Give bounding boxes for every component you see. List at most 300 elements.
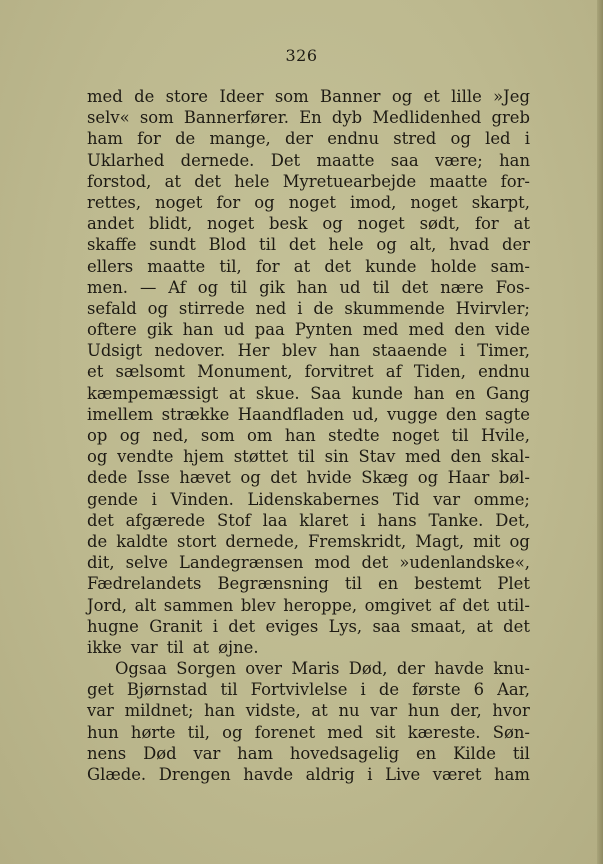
word: Tanke.: [428, 510, 484, 530]
word: til: [372, 277, 390, 297]
word: Skæg: [361, 468, 409, 488]
word: sin: [324, 447, 349, 467]
word: led: [485, 129, 511, 149]
word: til: [512, 743, 530, 763]
text-line: [87, 510, 530, 531]
word: Død: [143, 743, 177, 763]
word: vide: [495, 320, 530, 340]
word: skal-: [491, 447, 530, 467]
text-line: [87, 361, 530, 382]
word: util-: [496, 595, 530, 615]
word: stort: [177, 531, 217, 551]
word: Granit: [149, 616, 203, 636]
word: i: [367, 765, 373, 784]
word: mit: [473, 531, 501, 551]
word: Det: [270, 150, 301, 170]
word: Live: [385, 765, 421, 784]
text-line: [87, 764, 530, 785]
word: Ogsaa: [115, 659, 167, 679]
word: kæmpemæssigt: [87, 383, 219, 403]
text-line: [87, 446, 530, 467]
word: det: [228, 616, 256, 636]
text-line: [87, 107, 530, 128]
word: stirrede: [178, 298, 245, 318]
word: nens: [87, 743, 127, 763]
word: Aar,: [497, 680, 530, 700]
word: noget: [155, 192, 203, 212]
word: skue.: [255, 383, 300, 403]
word: maatte: [147, 256, 206, 276]
word: og: [509, 531, 530, 551]
word: Blod: [208, 235, 247, 255]
word: En: [299, 108, 322, 128]
word: Af: [168, 277, 186, 297]
word: til: [259, 235, 277, 255]
text-line: [87, 467, 530, 488]
word: hovedsagelig: [289, 743, 400, 763]
word: paa: [254, 320, 285, 340]
word: der: [501, 235, 530, 255]
word: var: [370, 701, 398, 721]
word: sundt: [149, 235, 196, 255]
word: at: [293, 256, 311, 276]
word: bøl-: [498, 468, 530, 488]
word: hørte: [130, 722, 176, 742]
word: stred: [393, 129, 437, 149]
word: alt: [134, 595, 157, 615]
word: et: [87, 362, 104, 382]
word: staaende: [372, 341, 448, 361]
word: nu: [338, 701, 360, 721]
word: dit,: [87, 553, 115, 573]
text-line: [87, 743, 530, 764]
word: Isse: [136, 468, 170, 488]
word: han: [499, 150, 530, 170]
word: støttet: [233, 447, 289, 467]
word: saa: [390, 150, 419, 170]
word: kunde: [351, 383, 403, 403]
word: var: [87, 701, 114, 721]
word: der: [396, 659, 425, 679]
word: forenet: [254, 722, 316, 742]
word: noget: [288, 192, 336, 212]
word: Død,: [348, 659, 388, 679]
word: gende: [87, 489, 138, 509]
word: besk: [269, 214, 308, 234]
word: greb: [491, 108, 530, 128]
word: 6: [473, 680, 485, 700]
word: og: [450, 129, 471, 149]
word: været: [432, 765, 482, 784]
word: han: [296, 277, 328, 297]
word: Fos-: [495, 277, 530, 297]
word: imellem: [87, 404, 154, 424]
word: Det,: [495, 510, 530, 530]
text-line: [87, 256, 530, 277]
word: hvide: [306, 468, 352, 488]
word: ned: [255, 298, 287, 318]
text-line: [87, 722, 530, 743]
word: og: [391, 87, 413, 106]
word: var: [193, 743, 221, 763]
word: Plet: [497, 574, 530, 594]
word: til: [451, 426, 469, 445]
word: noget: [410, 192, 458, 212]
word: kaldte: [116, 531, 168, 551]
word: han: [328, 341, 360, 361]
word: Maris: [291, 659, 340, 679]
word: var: [433, 489, 461, 509]
word: de: [134, 87, 155, 106]
word: og: [119, 426, 141, 445]
word: —: [139, 277, 157, 297]
body-text: [87, 86, 530, 785]
text-line: [87, 489, 530, 510]
word: endnu: [478, 362, 530, 382]
word: sælsomt: [115, 362, 185, 382]
text-line: [87, 319, 530, 340]
word: og: [87, 447, 108, 467]
word: Timer,: [477, 341, 530, 361]
word: for-: [500, 171, 530, 191]
word: aldrig: [305, 765, 355, 784]
word: som: [274, 87, 309, 106]
word: det: [270, 468, 297, 488]
word: Lys,: [328, 616, 363, 636]
word: at: [476, 616, 493, 636]
word: strække: [161, 404, 230, 424]
word: var: [130, 637, 158, 657]
word: at: [311, 701, 328, 721]
word: i: [360, 680, 366, 700]
word: med: [327, 722, 364, 742]
word: heroppe,: [283, 595, 358, 615]
word: andet: [87, 214, 135, 234]
page-number: 326: [285, 46, 318, 65]
word: forvitret: [304, 362, 374, 382]
word: vidste,: [245, 701, 301, 721]
text-line: [87, 679, 530, 700]
word: alt,: [409, 235, 437, 255]
word: ham: [237, 743, 274, 763]
word: i: [151, 489, 157, 509]
word: oftere: [87, 320, 137, 340]
word: Udsigt: [87, 341, 143, 361]
word: Fædrelandets: [87, 574, 202, 594]
text-line: [87, 700, 530, 721]
word: de: [313, 298, 334, 318]
word: med: [362, 320, 399, 340]
word: Kilde: [453, 743, 496, 763]
word: noget: [391, 426, 440, 445]
word: imod,: [349, 192, 397, 212]
word: at: [192, 637, 210, 657]
word: hjem: [183, 447, 224, 467]
word: »Jeg: [493, 87, 530, 106]
text-line: [87, 531, 530, 552]
word: Tid: [392, 489, 420, 509]
word: det: [401, 277, 429, 297]
text-line: [87, 637, 530, 658]
text-line: [87, 150, 530, 171]
word: i: [360, 510, 366, 530]
word: Bjørnstad: [126, 680, 208, 700]
word: lille: [451, 87, 482, 106]
word: det: [324, 256, 352, 276]
word: sagte: [484, 404, 530, 424]
text-line: [87, 595, 530, 616]
word: vugge: [387, 404, 438, 424]
word: til: [220, 680, 238, 700]
word: Medlidenhed: [372, 108, 482, 128]
word: i: [524, 129, 530, 149]
word: hans: [377, 510, 417, 530]
word: blev: [240, 595, 276, 615]
word: dernede,: [225, 531, 300, 551]
word: mange,: [209, 129, 271, 149]
word: dyb: [331, 108, 363, 128]
word: og: [197, 277, 219, 297]
word: den: [454, 320, 486, 340]
word: Fortvivlelse: [250, 680, 348, 700]
word: for: [216, 192, 241, 212]
word: der: [284, 129, 313, 149]
word: sefald: [87, 298, 137, 318]
word: rettes,: [87, 192, 142, 212]
word: gik: [146, 320, 173, 340]
word: omme;: [473, 489, 530, 509]
word: der,: [450, 701, 482, 721]
text-line: [87, 616, 530, 637]
word: sam-: [490, 256, 530, 276]
word: ikke: [87, 637, 122, 657]
word: Landegrænsen: [179, 553, 304, 573]
text-line: [87, 171, 530, 192]
word: med: [408, 320, 445, 340]
word: til: [297, 447, 315, 467]
text-line: [87, 573, 530, 594]
word: en: [455, 383, 476, 403]
word: Haar: [447, 468, 490, 488]
word: en: [377, 574, 399, 594]
word: hele: [328, 235, 364, 255]
word: havde: [243, 765, 294, 784]
word: kæreste.: [407, 722, 481, 742]
word: maatte: [429, 171, 488, 191]
word: hvad: [449, 235, 490, 255]
word: et: [423, 87, 440, 106]
word: for: [255, 256, 280, 276]
word: hun: [87, 722, 119, 742]
word: Haandfladen: [237, 404, 345, 424]
word: sit: [375, 722, 396, 742]
word: for: [474, 214, 499, 234]
word: Myretuearbejde: [282, 171, 417, 191]
word: selve: [125, 553, 168, 573]
word: afgærede: [125, 510, 206, 530]
word: holde: [430, 256, 477, 276]
word: klaret: [299, 510, 349, 530]
word: det: [503, 616, 530, 636]
word: til,: [219, 256, 242, 276]
word: nedover.: [154, 341, 226, 361]
word: ud: [223, 320, 245, 340]
word: Ideer: [219, 87, 264, 106]
word: laa: [262, 510, 288, 530]
text-line: [87, 340, 530, 361]
word: til,: [187, 722, 210, 742]
word: smaat,: [410, 616, 467, 636]
word: i: [297, 298, 303, 318]
word: det: [87, 510, 114, 530]
word: og: [322, 214, 343, 234]
word: endnu: [327, 129, 380, 149]
word: Drengen: [158, 765, 231, 784]
word: skummende: [344, 298, 445, 318]
word: og: [417, 468, 439, 488]
word: saa: [372, 616, 401, 636]
word: han: [204, 701, 236, 721]
word: af: [385, 362, 402, 382]
word: at: [228, 383, 246, 403]
word: knu-: [493, 659, 530, 679]
text-line: [87, 128, 530, 149]
word: at: [164, 171, 181, 191]
word: maatte: [316, 150, 375, 170]
word: selv«: [87, 108, 130, 128]
word: Magt,: [415, 531, 465, 551]
word: være;: [435, 150, 483, 170]
word: Sorgen: [176, 659, 236, 679]
word: havde: [434, 659, 484, 679]
word: til: [344, 574, 362, 594]
word: blev: [281, 341, 317, 361]
word: Stof: [217, 510, 251, 530]
word: Uklarhed: [87, 150, 165, 170]
word: bestemt: [414, 574, 482, 594]
word: omgivet: [364, 595, 432, 615]
word: Hvirvler;: [455, 298, 530, 318]
text-line: [87, 298, 530, 319]
word: de: [175, 129, 196, 149]
word: Her: [237, 341, 270, 361]
word: det: [194, 171, 221, 191]
word: noget: [357, 214, 405, 234]
word: skaffe: [87, 235, 137, 255]
word: men.: [87, 277, 129, 297]
word: ellers: [87, 256, 134, 276]
word: som: [139, 108, 174, 128]
word: og: [240, 468, 261, 488]
word: ud: [339, 277, 361, 297]
word: ned,: [152, 426, 189, 445]
word: store: [165, 87, 209, 106]
word: til: [230, 277, 248, 297]
text-line: [87, 192, 530, 213]
word: til: [166, 637, 184, 657]
text-line: [87, 277, 530, 298]
word: Hvile,: [481, 426, 530, 445]
word: Gang: [486, 383, 530, 403]
word: i: [212, 616, 218, 636]
word: mildnet;: [124, 701, 194, 721]
word: dernede.: [180, 150, 255, 170]
text-line: [87, 552, 530, 573]
word: han: [284, 426, 316, 445]
word: Pynten: [294, 320, 353, 340]
word: Fremskridt,: [308, 531, 407, 551]
word: nære: [440, 277, 484, 297]
word: Begrænsning: [217, 574, 329, 594]
word: op: [87, 426, 108, 445]
word: han: [182, 320, 214, 340]
word: om: [247, 426, 273, 445]
word: Saa: [310, 383, 342, 403]
word: hævet: [179, 468, 231, 488]
word: med: [405, 447, 441, 467]
word: for: [137, 129, 161, 149]
word: hvor: [492, 701, 530, 721]
word: Søn-: [492, 722, 530, 742]
word: den: [450, 447, 482, 467]
word: noget: [207, 214, 255, 234]
word: ud,: [352, 404, 379, 424]
word: han: [413, 383, 445, 403]
word: Stav: [358, 447, 396, 467]
word: dede: [87, 468, 128, 488]
word: og: [147, 298, 168, 318]
word: den: [445, 404, 477, 424]
word: de: [378, 680, 400, 700]
text-line: [87, 86, 530, 107]
word: kunde: [365, 256, 417, 276]
word: Tiden,: [413, 362, 466, 382]
word: stedte: [328, 426, 380, 445]
word: i: [459, 341, 465, 361]
word: sødt,: [419, 214, 461, 234]
word: »udenlandske«,: [399, 553, 530, 573]
word: forstod,: [87, 171, 152, 191]
word: de: [87, 531, 108, 551]
text-line: [87, 425, 530, 446]
word: af: [438, 595, 455, 615]
word: det: [361, 553, 389, 573]
word: ham: [87, 129, 123, 149]
word: sammen: [163, 595, 234, 615]
word: Jord,: [87, 595, 127, 615]
word: blidt,: [148, 214, 193, 234]
word: det: [462, 595, 490, 615]
word: med: [87, 87, 123, 106]
word: skarpt,: [471, 192, 530, 212]
word: Bannerfører.: [183, 108, 290, 128]
word: hun: [407, 701, 440, 721]
word: eviges: [265, 616, 319, 636]
word: mod: [314, 553, 351, 573]
word: get: [87, 680, 114, 700]
word: at: [513, 214, 530, 234]
word: Monument,: [197, 362, 293, 382]
text-line: [87, 383, 530, 404]
word: hele: [234, 171, 270, 191]
word: første: [412, 680, 461, 700]
word: Banner: [320, 87, 381, 106]
word: over: [245, 659, 282, 679]
word: og: [376, 235, 397, 255]
text-line: [87, 234, 530, 255]
word: og: [254, 192, 275, 212]
page-edge: [597, 0, 603, 864]
